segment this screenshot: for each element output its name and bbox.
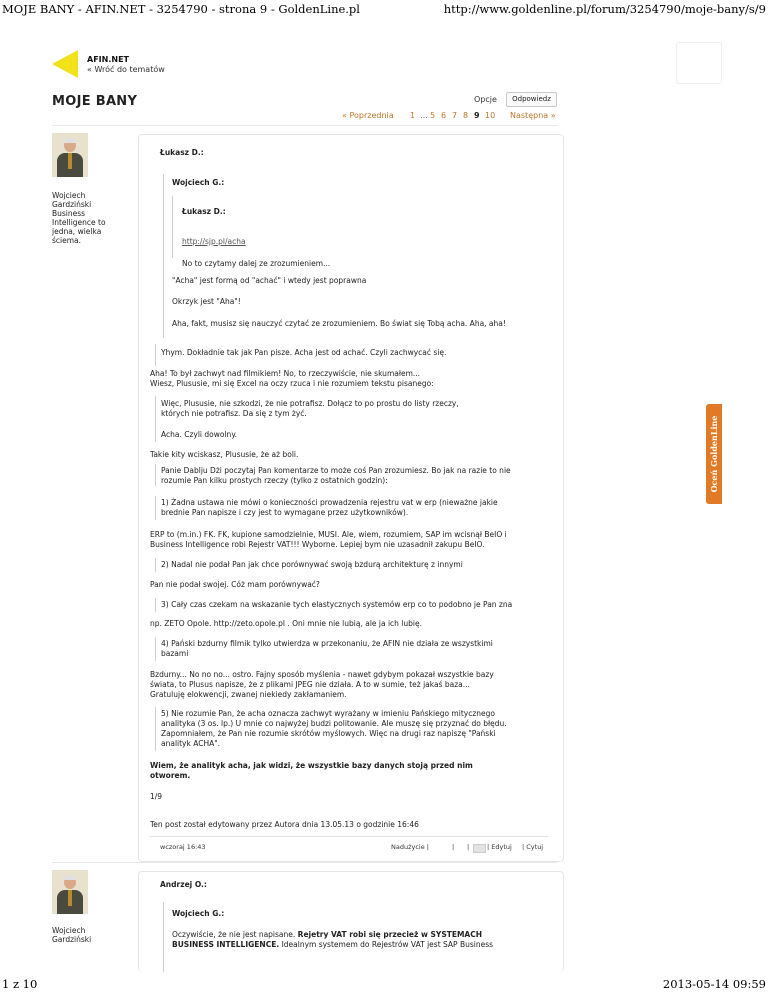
post-text (172, 940, 493, 950)
rating-icon[interactable] (473, 844, 486, 853)
post-text-segment: Idealnym systemem do Rejestrów VAT jest SAP Business (281, 940, 494, 949)
page-link-10[interactable]: 10 (485, 111, 496, 120)
prev-page-link[interactable]: « Poprzednia (342, 111, 394, 120)
post-text-segment: Oczywiście, że nie jest napisane. (172, 930, 296, 939)
footer-separator: | (467, 843, 470, 851)
page-counter: 1 z 10 (2, 977, 38, 991)
quote-bar (155, 637, 156, 661)
post-text: Gratuluję elokwencji, zwanej niekiedy zakłamaniem. (150, 690, 347, 699)
page-link-1[interactable]: 1 (410, 111, 416, 120)
post-author-info (52, 926, 91, 944)
report-abuse-link[interactable]: Nadużycie | (391, 843, 429, 851)
post-text: 3) Cały czas czekam na wskazanie tych elastycznych systemów erp co to podobno je Pan zna (161, 600, 513, 609)
author-headline-4: ściema. (52, 236, 82, 245)
edit-link[interactable]: | Edytuj (487, 843, 512, 851)
print-title: MOJE BANY - AFIN.NET - 3254790 - strona 9 - GoldenLine.pl (2, 2, 360, 16)
quote-bar (172, 196, 173, 258)
avatar[interactable] (52, 133, 88, 177)
quote-author: Wojciech G.: (172, 178, 225, 187)
quote-author: Łukasz D.: (182, 207, 226, 216)
post-text (172, 930, 482, 940)
rate-goldenline-label: Oceń GoldenLine (709, 415, 719, 493)
quote-author: Łukasz D.: (160, 148, 204, 157)
post-text: Wiem, że analityk acha, jak widzi, że wszystkie bazy danych stoją przed nim (150, 761, 473, 770)
quote-author: Andrzej O.: (160, 880, 207, 889)
post-text: otworem. (150, 771, 191, 780)
post-text: Acha. Czyli dowolny. (161, 430, 238, 439)
post-text-segment: BUSINESS INTELLIGENCE. (172, 940, 280, 949)
print-url: http://www.goldenline.pl/forum/3254790/moje-bany/s/9 (443, 2, 766, 16)
post-text: ERP to (m.in.) FK. FK, kupione samodzielnie, MUSI. Ale, wiem, rozumiem, SAP im wcisnął BeIO i (150, 530, 507, 539)
sjp-link[interactable]: http://sjp.pl/acha (182, 237, 246, 246)
post-author-info (52, 191, 106, 245)
post-text: Aha! To był zachwyt nad filmikiem! No, to rzeczywiście, nie skumałem... (150, 369, 421, 378)
post-text-segment: Rejetry VAT robi się przecież w SYSTEMACH (297, 930, 483, 939)
author-last-name[interactable]: Gardziński (52, 200, 92, 209)
quote-bar (155, 707, 156, 751)
pagination-ellipsis: … (420, 111, 428, 120)
page-link-7[interactable]: 7 (452, 111, 458, 120)
edited-note: Ten post został edytowany przez Autora dnia 13.05.13 o godzinie 16:46 (150, 820, 419, 829)
quote-bar (155, 464, 156, 486)
quote-bar (163, 174, 164, 338)
post-text: rozumie Pan kilku prostych rzeczy (tylko z ostatnich godzin): (161, 476, 388, 485)
quote-bar (155, 396, 156, 442)
post-text: Bzdurny... No no no... ostro. Fajny sposób myślenia - nawet gdybym pokazał wszystkie bazy (150, 670, 494, 679)
post-text: bazami (161, 649, 189, 658)
quote-bar (155, 558, 156, 572)
post-text: Takie kity wciskasz, Plususie, że aż boli. (150, 450, 299, 459)
post-text: Więc, Plususie, nie szkodzi, że nie potrafisz. Dołącz to po prostu do listy rzeczy, (161, 399, 459, 408)
quote-bar (155, 598, 156, 612)
rate-goldenline-tab[interactable] (706, 404, 722, 504)
quote-link[interactable]: | Cytuj (522, 843, 544, 851)
author-headline-3: jedna, wielka (52, 227, 102, 236)
author-headline-1: Business (52, 209, 86, 218)
post-text: 2) Nadal nie podał Pan jak chce porównywać swoją bzdurą architekturę z innymi (161, 560, 463, 569)
post-text: świata, to Plusus napisze, że z plikami JPEG nie działa. A to w sumie, też jakaś baza... (150, 680, 470, 689)
post-text: 4) Pański bzdurny filmik tylko utwierdza w przekonaniu, że AFIN nie działa ze wszystkimi (161, 639, 493, 648)
author-first-name[interactable]: Wojciech (52, 191, 86, 200)
post-text: Business Intelligence robi Rejestr VAT!!! Wyborne. Lepiej bym nie uzasadnił zakupu BeIO. (150, 540, 485, 549)
print-footer (0, 976, 768, 994)
page-link-5[interactable]: 5 (430, 111, 436, 120)
post-text: Panie Dablju Dżi poczytaj Pan komentarze to może coś Pan zrozumiesz. Bo jak na razie to nie (161, 466, 511, 475)
post-text: brednie Pan napisze i czy jest to wymagane przez użytkowników). (161, 508, 409, 517)
post-text: Wiesz, Plususie, mi się Excel na oczy rzuca i nie rozumiem tekstu pisanego: (150, 379, 434, 388)
page-link-8[interactable]: 8 (463, 111, 469, 120)
quote-bar (155, 344, 156, 366)
post-text: No to czytamy dalej ze zrozumieniem... (182, 259, 331, 268)
current-page: 9 (474, 111, 480, 120)
post-text: "Acha" jest formą od "achać" i wtedy jest poprawna (172, 276, 367, 285)
post-text: Aha, fakt, musisz się nauczyć czytać ze zrozumieniem. Bo świat się Tobą acha. Aha, aha! (172, 319, 506, 328)
author-first-name[interactable]: Wojciech (52, 926, 86, 935)
page-title: MOJE BANY (52, 94, 138, 109)
post-text: analityka (3 os. lp.) U mnie co najwyżej budzi politowanie. Ale muszę się przyznać do błędu. (161, 719, 507, 728)
options-menu[interactable]: Opcje (474, 95, 497, 104)
post-text: których nie potrafisz. Da się z tym żyć. (161, 409, 307, 418)
print-header (0, 0, 768, 18)
post-text: analityk ACHA". (161, 739, 221, 748)
page-link-6[interactable]: 6 (441, 111, 447, 120)
next-page-link[interactable]: Następna » (510, 111, 556, 120)
quote-bar (155, 496, 156, 520)
print-date: 2013-05-14 09:59 (662, 977, 766, 991)
post-text: 1/9 (150, 792, 163, 801)
author-last-name[interactable]: Gardziński (52, 935, 92, 944)
post-divider (52, 862, 558, 863)
post-text: Okrzyk jest "Aha"! (172, 297, 241, 306)
post-text: Pan nie podał swojej. Cóż mam porównywać? (150, 580, 320, 589)
avatar[interactable] (52, 870, 88, 914)
post-text: Yhym. Dokładnie tak jak Pan pisze. Acha jest od achać. Czyli zachwycać się. (161, 348, 447, 357)
post-timestamp: wczoraj 16:43 (160, 843, 206, 851)
post-text: np. ZETO Opole. http://zeto.opole.pl . Oni mnie nie lubią, ale ja ich lubię. (150, 619, 422, 628)
author-headline-2: Intelligence to (52, 218, 106, 227)
group-name[interactable]: AFIN.NET (87, 55, 129, 64)
post-text: Zapomniałem, że Pan nie rozumie skrótów myślowych. Więc na drugi raz napiszę "Pański (161, 729, 496, 738)
header-divider (52, 125, 558, 126)
side-widget (676, 42, 722, 84)
footer-separator: | (452, 843, 455, 851)
afin-logo-icon[interactable] (52, 50, 78, 78)
post-text: 1) Żadna ustawa nie mówi o konieczności prowadzenia rejestru vat w erp (nieważne jakie (161, 498, 498, 507)
quote-bar (163, 902, 164, 972)
post-text: 5) Nie rozumie Pan, że acha oznacza zachwyt wyrażany w imieniu Pańskiego mitycznego (161, 709, 495, 718)
reply-button[interactable]: Odpowiedz (506, 92, 557, 107)
quote-author: Wojciech G.: (172, 909, 225, 918)
back-to-topics-link[interactable]: « Wróć do tematów (87, 65, 165, 74)
post-footer-divider (150, 836, 548, 837)
